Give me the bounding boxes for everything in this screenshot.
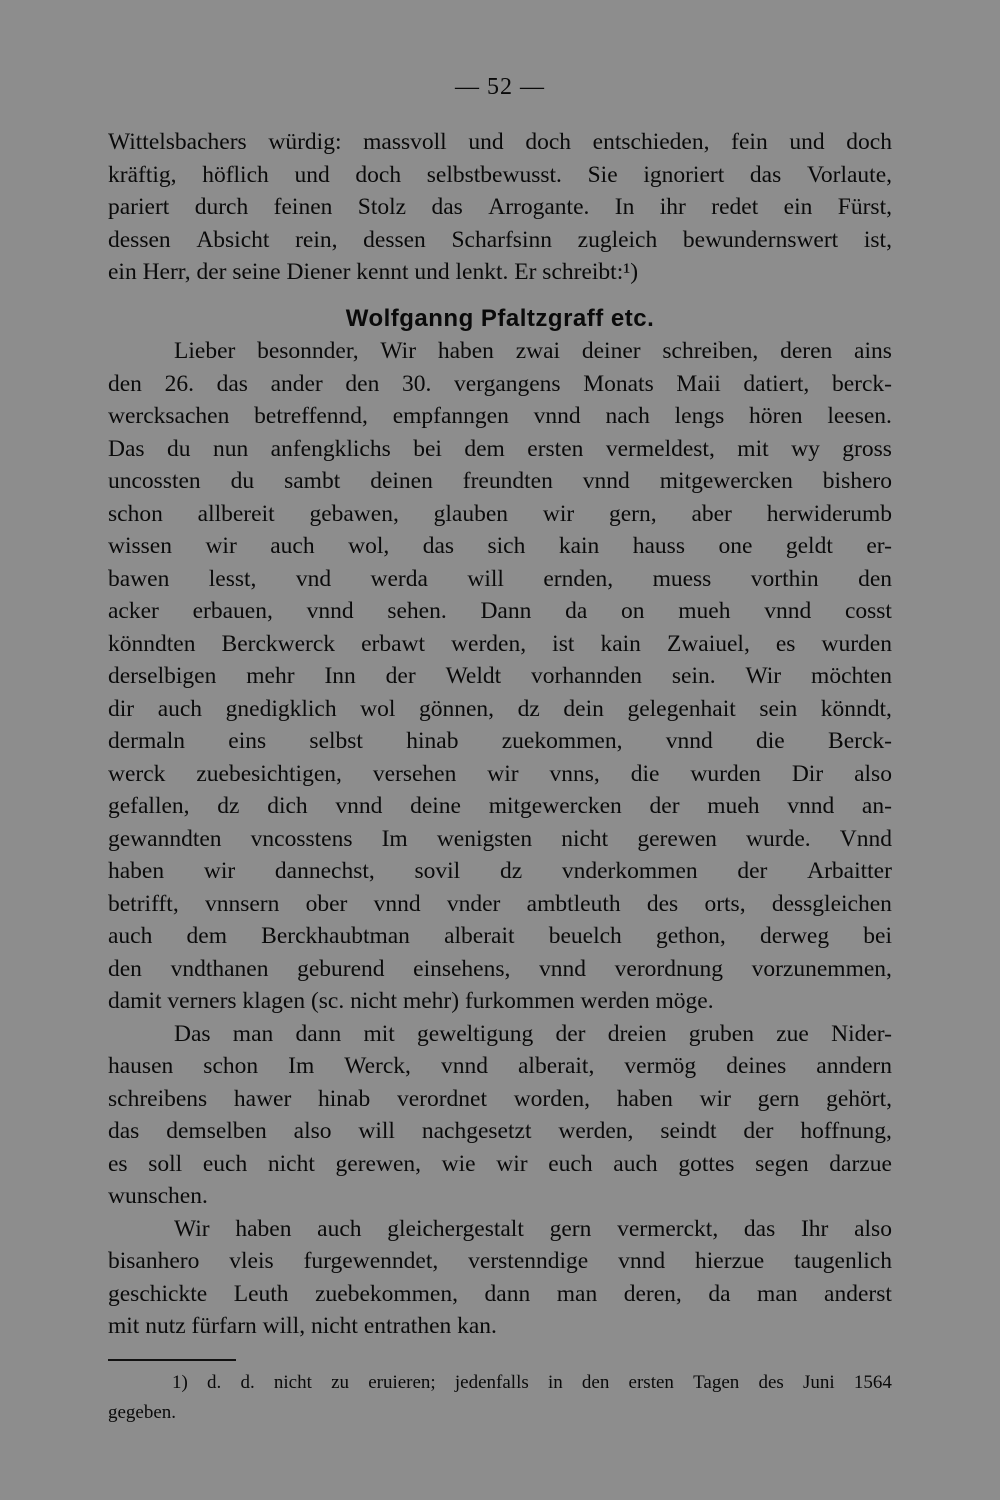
text-line: Wittelsbachers würdig: massvoll und doch entschieden, fein und doch [108,129,892,155]
text-line: haben wir dannechst, sovil dz vnderkommen der Arbaitter [108,858,892,884]
text-line: kräftig, höflich und doch selbstbewusst. Sie ignoriert das Vorlaute, [108,161,892,188]
main-text [108,126,892,1343]
text-line: schon allbereit gebawen, glauben wir gern, aber herwiderumb [108,500,892,527]
text-line: geschickte Leuth zuebekommen, dann man deren, da man anderst [108,1280,892,1307]
text-line: schreibens hawer hinab verordnet worden, haben wir gern gehört, [108,1085,892,1112]
letter-heading: Wolfganng Pfaltzgraff etc. [345,304,655,332]
text-line: könndten Berckwerck erbawt werden, ist kain Zwaiuel, es wurden [108,630,892,657]
text-line: Wir haben auch gleichergestalt gern vermerckt, das Ihr also [174,1215,892,1242]
page-number: — 52 — [455,74,545,100]
text-line: pariert durch feinen Stolz das Arrogante. In ihr redet ein Fürst, [108,194,892,220]
text-line: auch dem Berckhaubtman alberait beuelch gethon, derweg bei [108,923,892,949]
footnote-line: 1) d. d. nicht zu eruieren; jedenfalls in den ersten Tagen des Juni 1564 [172,1372,892,1393]
text-line: den 26. das ander den 30. vergangens Monats Maii datiert, berck- [108,370,892,397]
text-line: gewanndten vncosstens Im wenigsten nicht gerewen wurde. Vnnd [108,825,892,852]
paragraph-1 [108,126,892,289]
text-line: Lieber besonnder, Wir haben zwai deiner schreiben, deren ains [174,338,892,364]
text-line: ein Herr, der seine Diener kennt und lenkt. Er schreibt:¹) [108,259,639,285]
text-line: wercksachen betreffennd, empfanngen vnnd nach lengs hören leesen. [108,403,892,429]
text-line: dir auch gnedigklich wol gönnen, dz dein gelegenhait sein könndt, [108,695,892,722]
paragraph-3 [108,1018,892,1213]
text-line: Das du nun anfengklichs bei dem ersten vermeldest, mit wy gross [108,435,892,462]
text-line: wissen wir auch wol, das sich kain hauss one geldt er- [108,533,892,559]
footnote-rule [108,1359,236,1361]
text-line: bisanhero vleis furgewenndet, verstenndige vnnd hierzue taugenlich [108,1248,892,1274]
text-line: gefallen, dz dich vnnd deine mitgewercken der mueh vnnd an- [108,793,892,819]
paragraph-2 [108,335,892,1018]
text-line: dessen Absicht rein, dessen Scharfsinn zugleich bewundernswert ist, [108,226,892,253]
text-line: das demselben also will nachgesetzt werden, seindt der hoffnung, [108,1118,892,1144]
text-line: bawen lesst, vnd werda will ernden, muess vorthin den [108,565,892,592]
text-line: dermaln eins selbst hinab zuekommen, vnnd die Berck- [108,728,892,754]
footnote-line: gegeben. [108,1402,177,1423]
paragraph-4 [108,1213,892,1343]
footnote [108,1368,892,1428]
text-line: wunschen. [108,1183,208,1209]
text-line: uncossten du sambt deinen freundten vnnd mitgewercken bishero [108,468,892,494]
text-line: es soll euch nicht gerewen, wie wir euch auch gottes segen darzue [108,1150,892,1177]
text-line: acker erbauen, vnnd sehen. Dann da on mueh vnnd cosst [108,598,892,624]
text-line: werck zuebesichtigen, versehen wir vnns, die wurden Dir also [108,760,892,787]
text-line: Das man dann mit geweltigung der dreien gruben zue Nider- [174,1020,892,1047]
text-line: mit nutz fürfarn will, nicht entrathen kan. [108,1313,497,1339]
text-line: betrifft, vnnsern ober vnnd vnder ambtleuth des orts, dessgleichen [108,890,892,917]
text-line: damit verners klagen (sc. nicht mehr) furkommen werden möge. [108,988,714,1014]
text-line: hausen schon Im Werck, vnnd alberait, vermög deines anndern [108,1053,892,1079]
text-line: derselbigen mehr Inn der Weldt vorhannden sein. Wir möchten [108,663,892,689]
text-line: den vndthanen geburend einsehens, vnnd verordnung vorzunemmen, [108,955,892,982]
